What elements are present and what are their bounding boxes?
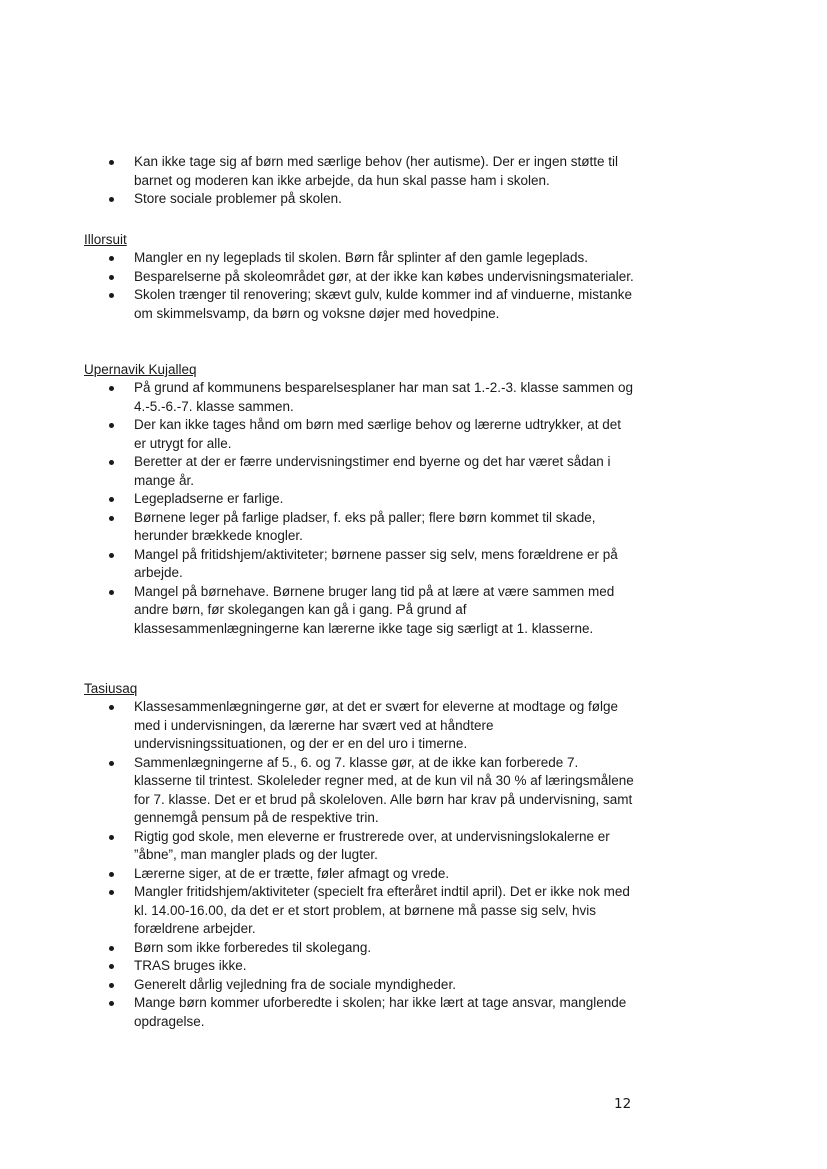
bullet-icon	[109, 983, 114, 988]
list-item	[0, 865, 634, 884]
list-item	[0, 509, 634, 546]
list-item	[0, 754, 634, 828]
list-item	[0, 379, 634, 416]
bullet-list	[0, 153, 827, 209]
list-item-text: Beretter at der er færre undervisningstimer end byerne og det har været sådan i mange år.	[134, 454, 611, 488]
list-item	[0, 416, 634, 453]
bullet-icon	[109, 160, 114, 165]
list-item-text: Mangel på fritidshjem/aktiviteter; børnene passer sig selv, mens forældrene er på arbejde.	[134, 546, 618, 580]
list-item	[0, 883, 634, 939]
list-item-text: Der kan ikke tages hånd om børn med særlige behov og lærerne udtrykker, at det er utrygt for alle.	[134, 417, 621, 451]
list-item	[0, 939, 634, 958]
list-item-text: Mangler fritidshjem/aktiviteter (specielt fra efteråret indtil april). Det er ikke nok med kl. 14.00-16.00, da det er et stort problem, at børnene må passe sig selv, hvis forældrene arbejder.	[134, 884, 630, 936]
list-item	[0, 583, 634, 639]
list-item-text: Mange børn kommer uforberedte i skolen; har ikke lært at tage ansvar, manglende opdragelse.	[134, 995, 627, 1029]
bullet-icon	[109, 705, 114, 710]
bullet-icon	[109, 761, 114, 766]
bullet-icon	[109, 275, 114, 280]
bullet-icon	[109, 497, 114, 502]
bullet-icon	[109, 197, 114, 202]
bullet-icon	[109, 516, 114, 521]
list-item-text: TRAS bruges ikke.	[134, 958, 247, 973]
bullet-list	[0, 249, 827, 323]
page-number: 12	[614, 1096, 632, 1112]
list-item	[0, 453, 634, 490]
bullet-icon	[109, 835, 114, 840]
list-item	[0, 828, 634, 865]
section-heading: Illorsuit	[84, 232, 127, 247]
bullet-icon	[109, 460, 114, 465]
list-item-text: Kan ikke tage sig af børn med særlige behov (her autisme). Der er ingen støtte til barnet og moderen kan ikke arbejde, da hun skal passe ham i skolen.	[134, 154, 618, 188]
list-item-text: På grund af kommunens besparelsesplaner har man sat 1.-2.-3. klasse sammen og 4.-5.-6.-7. klasse sammen.	[134, 380, 634, 414]
bullet-list	[0, 698, 827, 1031]
bullet-icon	[109, 386, 114, 391]
list-item	[0, 976, 634, 995]
list-item	[0, 957, 634, 976]
list-item	[0, 546, 634, 583]
bullet-icon	[109, 423, 114, 428]
list-item	[0, 698, 634, 754]
list-item-text: Legepladserne er farlige.	[134, 491, 284, 506]
bullet-icon	[109, 964, 114, 969]
bullet-icon	[109, 256, 114, 261]
list-item-text: Sammenlægningerne af 5., 6. og 7. klasse gør, at de ikke kan forberede 7. klasserne til trintest. Skoleleder regner med, at de kun vil nå 30 % af læringsmålene for 7. klasse. Det er et brud på skoleloven. Alle børn har krav på undervisning, samt gennemgå pensum på de respektive trin.	[134, 754, 634, 825]
list-item-text: Mangler en ny legeplads til skolen. Børn får splinter af den gamle legeplads.	[134, 250, 589, 265]
bullet-icon	[109, 590, 114, 595]
list-item-text: Lærerne siger, at de er trætte, føler afmagt og vrede.	[134, 865, 450, 881]
list-item	[0, 490, 634, 509]
list-item	[0, 286, 634, 323]
section-heading: Tasiusaq	[84, 681, 138, 696]
list-item	[0, 249, 634, 268]
list-item	[0, 268, 634, 287]
bullet-icon	[109, 890, 114, 895]
list-item-text: Rigtig god skole, men eleverne er frustrerede over, at undervisningslokalerne er ”åbne”, man mangler plads og der lugter.	[134, 828, 610, 862]
bullet-list	[0, 379, 827, 638]
list-item-text: Mangel på børnehave. Børnene bruger lang tid på at lære at være sammen med andre børn, før skolegangen kan gå i gang. På grund af klassesammenlægningerne kan lærerne ikke tage sig særligt at 1. klasserne.	[134, 583, 615, 636]
list-item-text: Besparelserne på skoleområdet gør, at der ikke kan købes undervisningsmaterialer.	[134, 268, 634, 284]
section-heading: Upernavik Kujalleq	[84, 362, 197, 377]
list-item-text: Klassesammenlægningerne gør, at det er svært for eleverne at modtage og følge med i undervisningen, da lærerne har svært ved at håndtere undervisningssituationen, og der er en del uro i timerne.	[134, 699, 618, 751]
list-item-text: Generelt dårlig vejledning fra de sociale myndigheder.	[134, 976, 456, 992]
bullet-icon	[109, 1001, 114, 1006]
bullet-icon	[109, 553, 114, 558]
list-item	[0, 190, 634, 209]
list-item-text: Børn som ikke forberedes til skolegang.	[134, 939, 372, 955]
list-item	[0, 994, 634, 1031]
bullet-icon	[109, 872, 114, 877]
bullet-icon	[109, 293, 114, 298]
bullet-icon	[109, 946, 114, 951]
list-item-text: Børnene leger på farlige pladser, f. eks på paller; flere børn kommet til skade, herunder brækkede knogler.	[134, 509, 596, 543]
list-item-text: Store sociale problemer på skolen.	[134, 191, 342, 206]
list-item-text: Skolen trænger til renovering; skævt gulv, kulde kommer ind af vinduerne, mistanke om skimmelsvamp, da børn og voksne døjer med hovedpine.	[134, 287, 632, 321]
list-item	[0, 153, 634, 190]
